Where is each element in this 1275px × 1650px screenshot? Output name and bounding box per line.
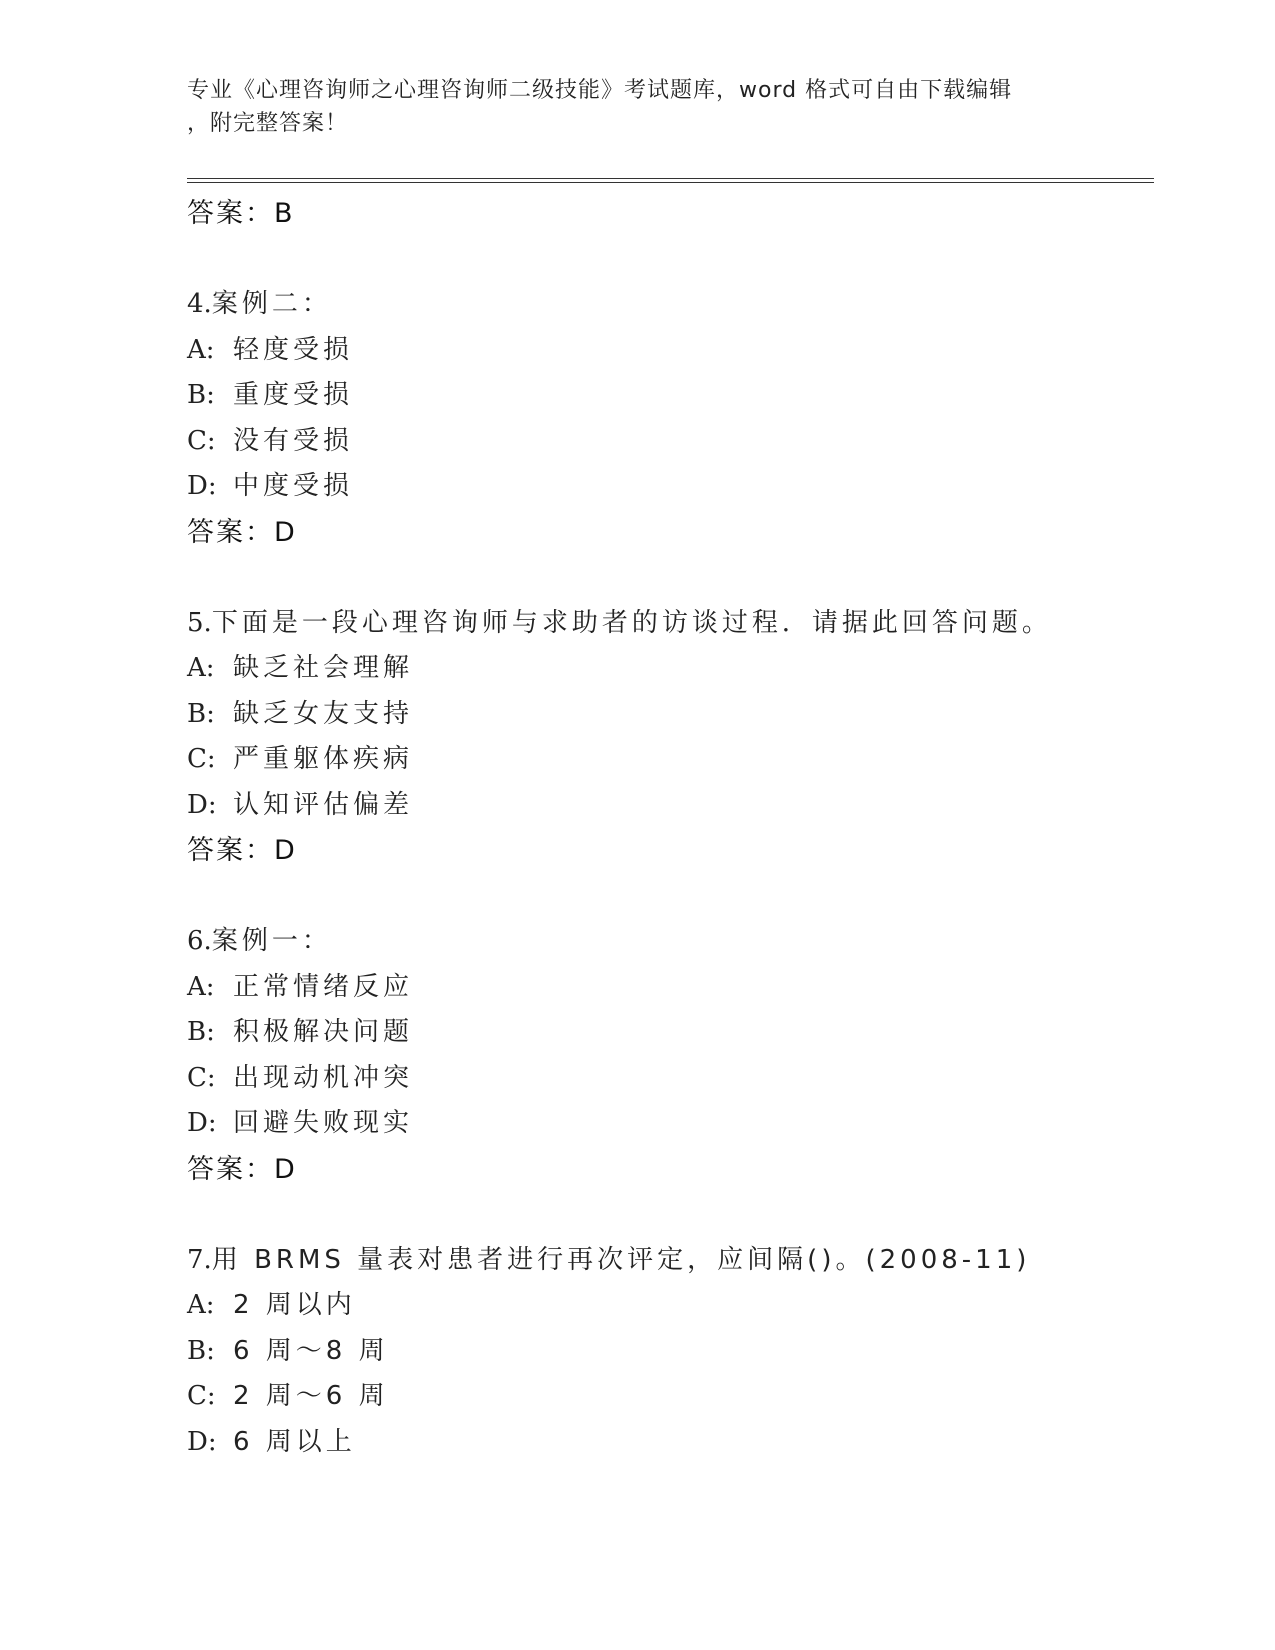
option-c (187, 1056, 1154, 1102)
option-text: 缺乏社会理解 (233, 653, 414, 683)
question-4 (187, 282, 1154, 555)
spacer (187, 874, 1154, 920)
option-a (187, 1283, 1154, 1329)
spacer (187, 237, 1154, 283)
option-d (187, 1420, 1154, 1466)
option-text: 缺乏女友支持 (233, 698, 414, 729)
option-label: B: (187, 380, 215, 410)
question-stem (187, 282, 1154, 328)
option-text: 正常情绪反应 (233, 971, 414, 1002)
question-text: 案例一： (211, 926, 332, 956)
option-d (187, 464, 1154, 510)
option-text: 轻度受损 (233, 334, 354, 365)
question-6 (187, 919, 1154, 1192)
option-label: D: (187, 471, 217, 501)
header-divider-top (187, 178, 1154, 179)
option-b (187, 692, 1154, 738)
question-stem (187, 1238, 1154, 1284)
option-a (187, 646, 1154, 692)
option-label: C: (187, 1381, 216, 1411)
option-text: 回避失败现实 (233, 1108, 414, 1138)
option-text: 出现动机冲突 (233, 1062, 414, 1093)
option-label: C: (187, 1062, 216, 1093)
option-label: C: (187, 744, 216, 774)
option-label: A: (187, 971, 215, 1002)
answer-previous: 答案：B (187, 198, 295, 229)
option-label: B: (187, 1335, 215, 1366)
option-label: B: (187, 1017, 215, 1047)
question-number: 5. (187, 607, 212, 638)
header-divider-bottom (187, 182, 1154, 183)
option-label: D: (187, 789, 217, 820)
option-text: 严重躯体疾病 (233, 744, 414, 774)
option-text: 重度受损 (233, 380, 354, 410)
option-text: 积极解决问题 (233, 1017, 414, 1047)
question-text: 用 BRMS 量表对患者进行再次评定，应间隔()。(2008-11) (211, 1244, 1031, 1275)
option-c (187, 419, 1154, 465)
option-c (187, 1374, 1154, 1420)
spacer (187, 1192, 1154, 1238)
option-c (187, 737, 1154, 783)
option-label: A: (187, 1290, 215, 1320)
option-label: B: (187, 698, 215, 729)
question-number: 7. (187, 1244, 212, 1275)
question-list (187, 191, 1154, 1465)
question-7 (187, 1238, 1154, 1466)
header-line-2: ，附完整答案！ (187, 111, 349, 136)
question-text: 下面是一段心理咨询师与求助者的访谈过程．请据此回答问题。 (211, 607, 1052, 638)
option-text: 没有受损 (233, 425, 354, 456)
option-d (187, 783, 1154, 829)
option-text: 认知评估偏差 (233, 789, 414, 820)
answer: 答案：D (187, 516, 297, 548)
option-text: 中度受损 (233, 471, 354, 501)
document-header (187, 74, 1087, 140)
spacer (187, 555, 1154, 601)
question-5 (187, 601, 1154, 874)
question-number: 4. (187, 289, 212, 319)
option-text: 2 周～6 周 (233, 1381, 389, 1411)
answer: 答案：D (187, 835, 297, 866)
option-b (187, 1329, 1154, 1375)
question-number: 6. (187, 926, 212, 956)
option-a (187, 328, 1154, 374)
answer: 答案：D (187, 1153, 297, 1185)
option-label: A: (187, 334, 215, 365)
option-d (187, 1101, 1154, 1147)
question-stem (187, 919, 1154, 965)
question-stem (187, 601, 1154, 647)
header-line-1: 专业《心理咨询师之心理咨询师二级技能》考试题库，word 格式可自由下载编辑 (187, 78, 1013, 103)
option-label: A: (187, 653, 215, 683)
option-b (187, 1010, 1154, 1056)
option-label: C: (187, 425, 216, 456)
option-text: 6 周以上 (233, 1426, 356, 1457)
option-label: D: (187, 1426, 217, 1457)
option-label: D: (187, 1108, 217, 1138)
option-a (187, 965, 1154, 1011)
option-b (187, 373, 1154, 419)
option-text: 6 周～8 周 (233, 1335, 389, 1366)
question-text: 案例二： (211, 289, 332, 319)
option-text: 2 周以内 (233, 1290, 356, 1320)
